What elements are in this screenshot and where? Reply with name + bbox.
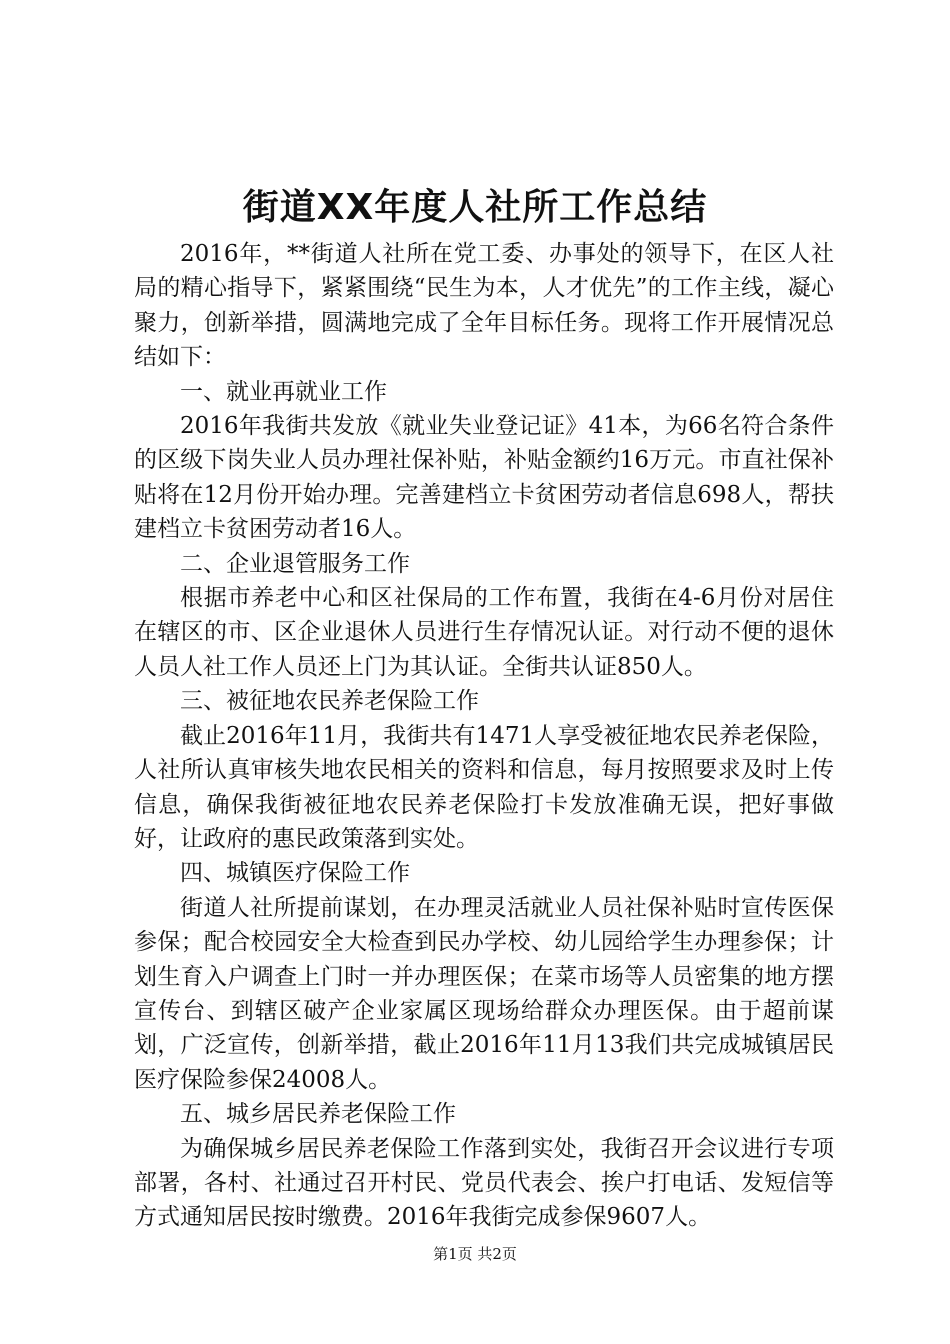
- section-heading-retiree-service: 二、企业退管服务工作: [180, 550, 410, 577]
- page-number-footer: 第1页 共2页: [433, 1245, 517, 1263]
- paragraph-resident-pension: 为确保城乡居民养老保险工作落到实处，我街召开会议进行专项部署，各村、社通过召开村民、党员代表会、挨户打电话、发短信等方式通知居民按时缴费。2016年我街完成参保9607人。: [134, 1135, 834, 1231]
- section-heading-employment: 一、就业再就业工作: [180, 378, 387, 405]
- section-heading-resident-pension: 五、城乡居民养老保险工作: [180, 1101, 456, 1128]
- section-heading-urban-medical: 四、城镇医疗保险工作: [180, 860, 410, 887]
- document-title: 街道XX年度人社所工作总结: [242, 187, 708, 228]
- paragraph-land-farmer-pension: 截止2016年11月，我街共有1471人享受被征地农民养老保险，人社所认真审核失地农民相关的资料和信息，每月按照要求及时上传信息，确保我街被征地农民养老保险打卡发放准确无误，把好事做好，让政府的惠民政策落到实处。: [134, 722, 834, 852]
- paragraph-employment: 2016年我街共发放《就业失业登记证》41本，为66名符合条件的区级下岗失业人员办理社保补贴，补贴金额约16万元。市直社保补贴将在12月份开始办理。完善建档立卡贫困劳动者信息698人，帮扶建档立卡贫困劳动者16人。: [134, 413, 834, 543]
- paragraph-retiree-service: 根据市养老中心和区社保局的工作布置，我街在4-6月份对居住在辖区的市、区企业退休人员进行生存情况认证。对行动不便的退休人员人社工作人员还上门为其认证。全街共认证850人。: [134, 585, 834, 680]
- paragraph-urban-medical: 街道人社所提前谋划，在办理灵活就业人员社保补贴时宣传医保参保；配合校园安全大检查到民办学校、幼儿园给学生办理参保；计划生育入户调查上门时一并办理医保；在菜市场等人员密集的地方摆宣传台、到辖区破产企业家属区现场给群众办理医保。由于超前谋划，广泛宣传，创新举措，截止2016年11月13我们共完成城镇居民医疗保险参保24008人。: [134, 894, 834, 1093]
- section-heading-land-farmer-pension: 三、被征地农民养老保险工作: [180, 688, 479, 715]
- paragraph-intro: 2016年，**街道人社所在党工委、办事处的领导下，在区人社局的精心指导下，紧紧围绕“民生为本，人才优先”的工作主线，凝心聚力，创新举措，圆满地完成了全年目标任务。现将工作开展情况总结如下：: [134, 241, 834, 371]
- document-body: [134, 237, 834, 1235]
